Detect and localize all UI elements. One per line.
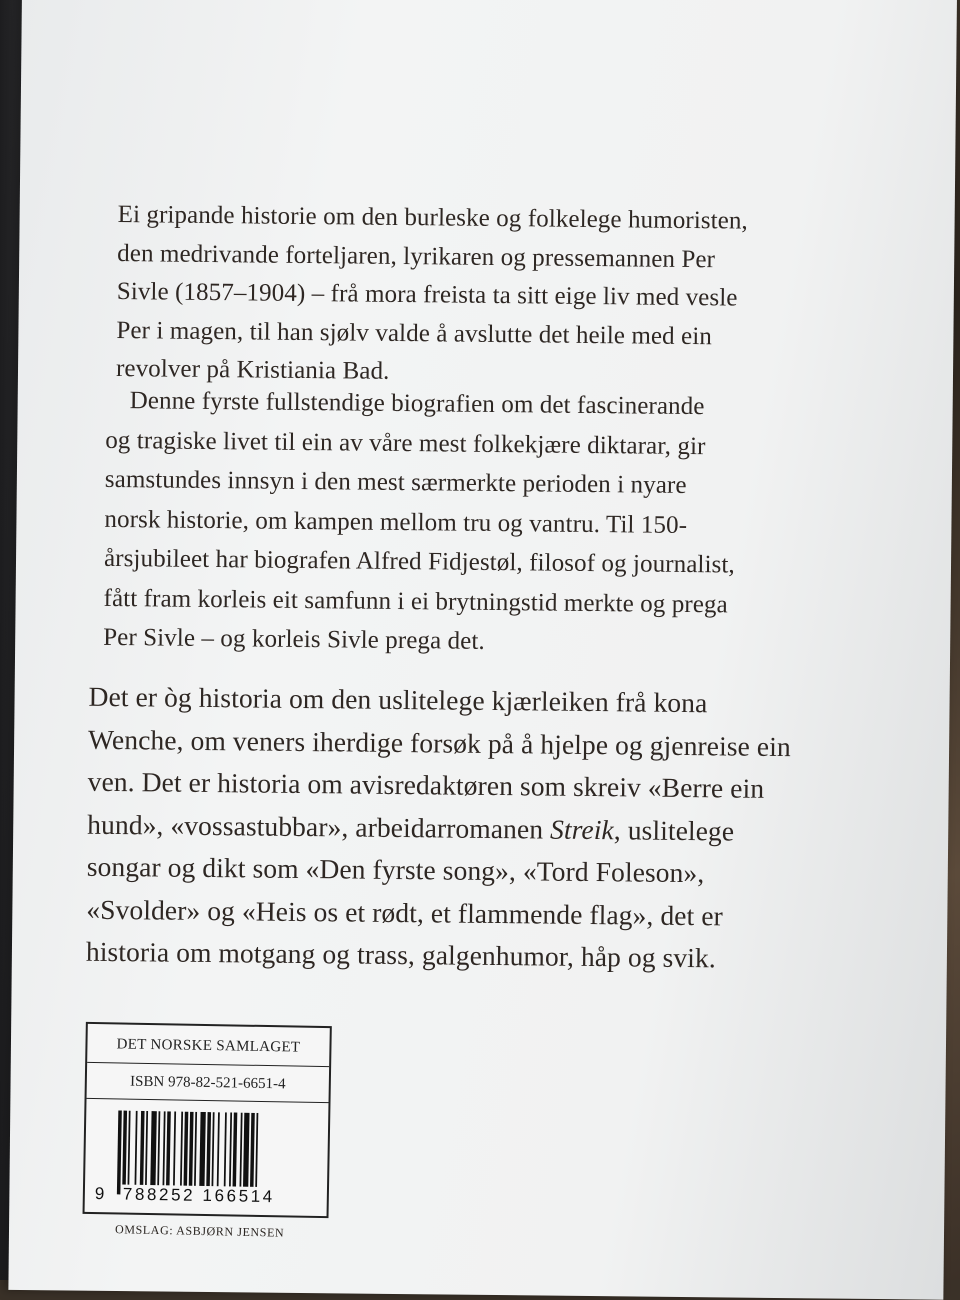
barcode-stripe [250, 1113, 255, 1197]
barcode-stripe [224, 1112, 227, 1196]
barcode-stripe [127, 1111, 130, 1195]
blurb-line: historia om motgang og trass, galgenhumor, håp og svik. [85, 935, 717, 974]
barcode-stripe [255, 1113, 258, 1197]
barcode-stripe [206, 1112, 211, 1196]
barcode-stripe [150, 1111, 157, 1195]
publisher-name: DET NORSKE SAMLAGET [87, 1024, 330, 1067]
blurb-text: hund», «vossastubbar», arbeidarromanen [87, 808, 551, 845]
barcode-stripe [134, 1111, 137, 1195]
barcode-stripe [211, 1112, 214, 1196]
blurb-line: ven. Det er historia om avisredaktøren som skreiv «Berre ein [87, 765, 765, 804]
blurb-line: «Svolder» og «Heis os et rødt, et flammende flag», det er [86, 893, 724, 931]
isbn-box [83, 1022, 332, 1218]
barcode-stripe [173, 1111, 176, 1195]
cover-credit: OMSLAG: ASBJØRN JENSEN [114, 1222, 285, 1240]
blurb-line: den medrivande forteljaren, lyrikaren og pressemannen Per [117, 239, 716, 273]
isbn-number: ISBN 978-82-521-6651-4 [87, 1064, 330, 1103]
blurb-line: Denne fyrste fullstendige biografien om det fascinerande [129, 387, 705, 421]
blurb-line: norsk historie, om kampen mellom tru og vantru. Til 150- [104, 505, 688, 539]
barcode-stripe [194, 1112, 197, 1196]
barcode-stripe [122, 1111, 127, 1195]
barcode-stripe [166, 1111, 171, 1195]
barcode-stripe [229, 1112, 232, 1196]
barcode-stripe [162, 1111, 165, 1195]
barcode-stripe [117, 1110, 122, 1194]
blurb-line: Per Sivle – og korleis Sivle prega det. [103, 623, 485, 655]
barcode-stripe [239, 1113, 242, 1197]
barcode-stripe [140, 1111, 145, 1195]
blurb-line: Det er òg historia om den uslitelege kjærleiken frå kona [88, 680, 708, 719]
book-back-cover [8, 0, 957, 1300]
book-title-streik: Streik [549, 813, 615, 845]
blurb-line [87, 803, 790, 853]
blurb-line: revolver på Kristiania Bad. [115, 355, 390, 385]
blurb-line: årsjubileet har biografen Alfred Fidjestøl, filosof og journalist, [103, 544, 735, 579]
blurb-line: fått fram korleis eit samfunn i ei brytningstid merkte og prega [103, 584, 728, 618]
barcode-stripe [217, 1112, 220, 1196]
blurb-line: samstundes innsyn i den mest særmerkte perioden i nyare [104, 465, 687, 499]
barcode-stripe [232, 1112, 237, 1196]
barcode-stripe [189, 1112, 194, 1196]
barcode-lead-digit: 9 [94, 1184, 108, 1204]
blurb-line: Ei gripande historie om den burleske og folkelege humoristen, [117, 201, 749, 235]
blurb-paragraph-3 [86, 676, 792, 981]
blurb-paragraph-2 [103, 381, 737, 664]
barcode-stripe [145, 1111, 148, 1195]
barcode-number: 788252 166514 [121, 1185, 277, 1208]
barcode-stripe [157, 1111, 160, 1195]
blurb-line: Sivle (1857–1904) – frå mora freista ta sitt eige liv med vesle [116, 278, 738, 312]
blurb-paragraph-1 [116, 196, 748, 395]
blurb-line: og tragiske livet til ein av våre mest folkekjære diktarar, gir [105, 426, 706, 460]
barcode-stripe [199, 1112, 206, 1196]
barcode-stripe [243, 1113, 250, 1197]
barcode-stripe [183, 1112, 188, 1196]
barcode-stripe [180, 1112, 183, 1196]
blurb-text: , uslitelege [613, 813, 735, 847]
blurb-line: Per i magen, til han sjølv valde å avslutte det heile med ein [116, 316, 713, 350]
blurb-line: Wenche, om veners iherdige forsøk på å hjelpe og gjenreise ein [88, 723, 791, 762]
blurb-line: songar og dikt som «Den fyrste song», «Tord Foleson», [86, 850, 705, 889]
